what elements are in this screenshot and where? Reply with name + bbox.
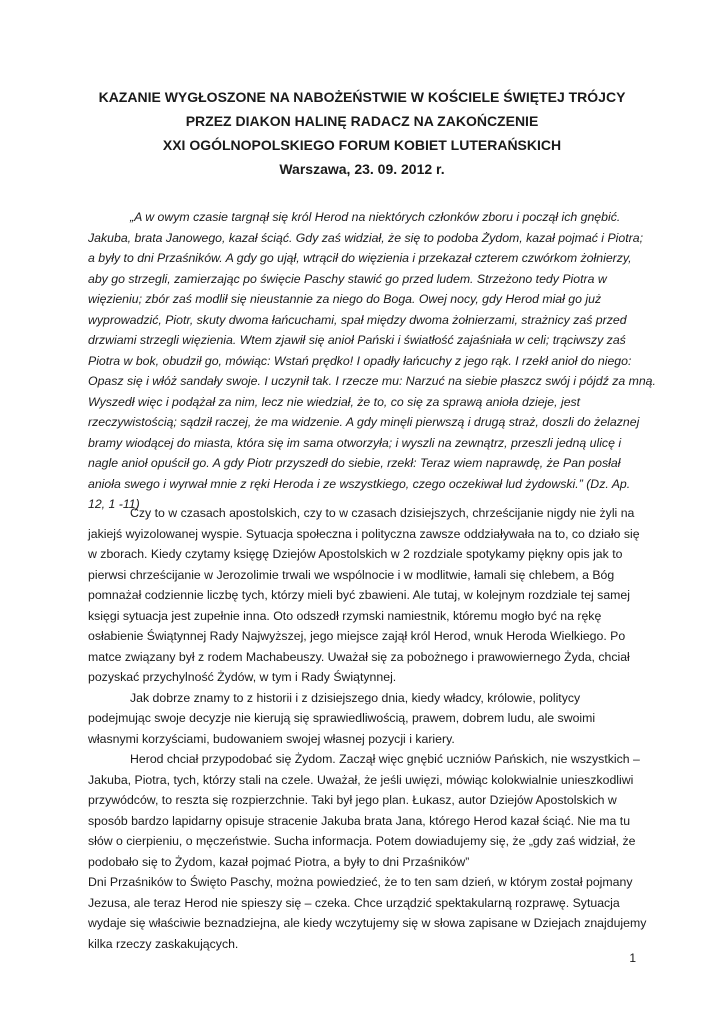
body-line: Jakuba, Piotra, tych, którzy stali na czele. Uważał, że jeśli uwięzi, mówiąc kolokwialnie unieszkodliwi [88, 772, 634, 787]
body-line: pomnażał codziennie liczbę tych, którzy mieli być zbawieni. Ale tutaj, w kolejnym rozdziale tej samej [88, 588, 630, 602]
quote-line: bramy wiodącej do miasta, która się im sama otworzyła; i wyszli na zewnątrz, przeszli jedną ulicę i [88, 435, 622, 450]
body-line: Czy to w czasach apostolskich, czy to w czasach dzisiejszych, chrześcijanie nigdy nie żyli na [130, 506, 635, 520]
title-line-2: PRZEZ DIAKON HALINĘ RADACZ NA ZAKOŃCZENIE [185, 113, 539, 129]
body-line: księgi sytuacja jest zupełnie inna. Oto odszedł rzymski namiestnik, któremu mogło być na rękę [88, 608, 602, 623]
page-number: 1 [629, 951, 636, 965]
quote-line: 12, 1 -11) [88, 497, 140, 511]
body-line: sposób bardzo lapidarny opisuje stracenie Jakuba brata Jana, którego Herod kazał ściąć. Nie ma tu [88, 813, 631, 828]
quote-line: a były to dni Przaśników. A gdy go ujął, wtrącił do więzienia i przekazał czterem czwórkom żołnierzy, [88, 251, 632, 265]
body-line: wydaje się właściwie beznadziejna, ale kiedy wczytujemy się w słowa zapisane w Dziejach znajdujemy [88, 916, 647, 930]
body-line: własnymi korzyściami, budowaniem swojej własnej pozycji i kariery. [88, 731, 455, 746]
quote-line: Wyszedł więc i podążał za nim, lecz nie wiedział, że to, co się za sprawą anioła dzieje, jest [88, 394, 581, 409]
body-line: jakiejś wyizolowanej wyspie. Sytuacja społeczna i polityczna zawsze oddziaływała na to, co działo się [88, 526, 640, 541]
body-line: Jak dobrze znamy to z historii i z dzisiejszego dnia, kiedy władcy, królowie, politycy [130, 690, 581, 705]
title-line-1: KAZANIE WYGŁOSZONE NA NABOŻEŃSTWIE W KOŚCIELE ŚWIĘTEJ TRÓJCY [98, 89, 626, 105]
quote-line: aby go strzegli, zamierzając po święcie Paschy stawić go przed ludem. Strzeżono tedy Piotra w [88, 271, 607, 286]
quote-line: Jakuba, brata Janowego, kazał ściąć. Gdy zaś widział, że się to podoba Żydom, kazał pojmać i Piotra; [88, 230, 643, 245]
body-line: w zborach. Kiedy czytamy księgę Dziejów Apostolskich w 2 rozdziale spotykamy piękny opis jak to [88, 547, 623, 561]
date-line: Warszawa, 23. 09. 2012 r. [279, 161, 445, 177]
quote-line: więzieniu; zbór zaś modlił się nieustannie za niego do Boga. Owej nocy, gdy Herod miał go już [88, 292, 602, 306]
quote-line: anioła swego i wyrwał mnie z ręki Heroda i ze wszystkiego, czego oczekiwał lud żydowski.” (Dz. Ap. [88, 476, 631, 491]
body-line: przywódców, to reszta się rozpierzchnie. Taki był jego plan. Łukasz, autor Dziejów Apostolskich w [88, 793, 617, 807]
body-line: pierwsi chrześcijanie w Jerozolimie trwali we wspólnocie i w modlitwie, łamali się chlebem, a Bóg [88, 567, 615, 582]
quote-line: nagle anioł opuścił go. A gdy Piotr przyszedł do siebie, rzekł: Teraz wiem naprawdę, że Pan posłał [88, 456, 621, 470]
quote-line: Opasz się i włóż sandały swoje. I uczynił tak. I rzecze mu: Narzuć na siebie płaszcz swój i pójdź za mną. [88, 374, 656, 388]
body-line: osłabienie Świątynnej Rady Najwyższej, jego miejsce zajął król Herod, wnuk Heroda Wielkiego. Po [88, 629, 626, 643]
body-line: Herod chciał przypodobać się Żydom. Zaczął więc gnębić uczniów Pańskich, nie wszystkich – [130, 752, 640, 766]
body-line: podejmując swoje decyzje nie kierują się sprawiedliwością, prawem, dobrem ludu, ale swoimi [88, 711, 596, 725]
quote-line: „A w owym czasie targnął się król Herod na niektórych członków zboru i począł ich gnębić. [130, 210, 621, 224]
quote-line: drzwiami strzegli więzienia. Wtem zjawił się anioł Pański i światłość zajaśniała w celi; trąciwszy zaś [88, 333, 626, 347]
body-line: matce związany był z rodem Machabeuszy. Uważał się za pobożnego i prawowiernego Żyda, chciał [88, 649, 630, 664]
body-line: kilka rzeczy zaskakujących. [88, 936, 239, 951]
body-line: Dni Przaśników to Święto Paschy, można powiedzieć, że to ten sam dzień, w którym został pojmany [88, 875, 633, 889]
body-line: słów o cierpieniu, o męczeństwie. Sucha informacja. Potem dowiadujemy się, że „gdy zaś widział, że [88, 834, 636, 848]
sermon-body [88, 503, 648, 954]
body-line: pozyskać przychylność Żydów, w tym i Rady Świątynnej. [88, 670, 397, 684]
title-line-3: XXI OGÓLNOPOLSKIEGO FORUM KOBIET LUTERAŃSKICH [162, 137, 562, 153]
quote-line: Piotra w bok, obudził go, mówiąc: Wstań prędko! I opadły łańcuchy z jego rąk. I rzekł anioł do niego: [88, 353, 632, 368]
body-line: Jezusa, ale teraz Herod nie spieszy się – czeka. Chce urządzić spektakularną rozprawę. Sytuacja [88, 895, 620, 910]
quote-line: wyprowadzić, Piotr, skuty dwoma łańcuchami, spał między dwoma żołnierzami, strażnicy zaś przed [88, 312, 627, 327]
body-line: podobało się to Żydom, kazał pojmać Piotra, a były to dni Przaśników” [88, 854, 470, 869]
quote-line: rzeczywistością; sądził raczej, że ma widzenie. A gdy minęli pierwszą i drugą straż, doszli do żelaznej [88, 415, 640, 429]
scripture-quote [88, 207, 656, 515]
